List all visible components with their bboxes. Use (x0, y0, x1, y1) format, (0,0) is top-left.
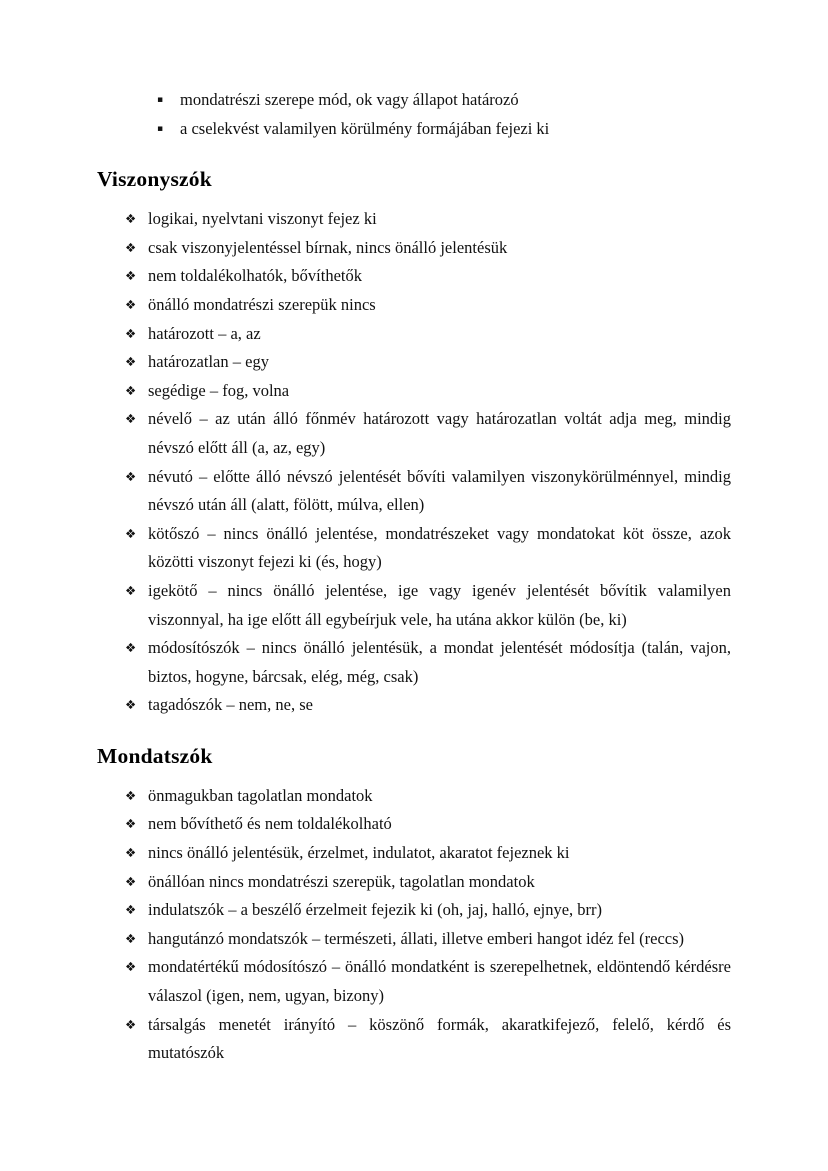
list-item-text: indulatszók – a beszélő érzelmeit fejezik ki (oh, jaj, halló, ejnye, brr) (148, 900, 603, 920)
list-item (125, 291, 731, 320)
diamond-bullet-icon: ❖ (125, 411, 137, 427)
list-item (125, 634, 731, 691)
mondatszok-bullet-list (125, 782, 731, 1068)
diamond-bullet-icon: ❖ (125, 873, 137, 889)
list-item (157, 115, 731, 144)
diamond-bullet-icon: ❖ (125, 640, 137, 656)
viszonyszok-bullet-list (125, 205, 731, 720)
list-item-text: nem toldalékolhatók, bővíthetők (148, 266, 363, 286)
list-item (125, 691, 731, 720)
list-item-text: önállóan nincs mondatrészi szerepük, tagolatlan mondatok (148, 871, 535, 891)
diamond-bullet-icon: ❖ (125, 211, 137, 227)
list-item-text: névutó – előtte álló névszó jelentését bővíti valamilyen viszonykörülménnyel, mindig névszó után áll (alatt, fölött, múlva, ellen) (148, 466, 731, 515)
diamond-bullet-icon: ❖ (125, 525, 137, 541)
diamond-bullet-icon: ❖ (125, 296, 137, 312)
list-item (125, 405, 731, 462)
diamond-bullet-icon: ❖ (125, 268, 137, 284)
list-item (125, 320, 731, 349)
list-item-text: határozott – a, az (148, 323, 261, 343)
list-item-text: csak viszonyjelentéssel bírnak, nincs önálló jelentésük (148, 237, 508, 257)
list-item (125, 896, 731, 925)
list-item (125, 810, 731, 839)
list-item-text: a cselekvést valamilyen körülmény formájában fejezi ki (180, 118, 550, 138)
section-viszonyszok (97, 164, 731, 720)
diamond-bullet-icon: ❖ (125, 697, 137, 713)
list-item-text: hangutánzó mondatszók – természeti, állati, illetve emberi hangot idéz fel (reccs) (148, 928, 685, 948)
list-item-text: segédige – fog, volna (148, 380, 290, 400)
list-item-text: nem bővíthető és nem toldalékolható (148, 814, 392, 834)
list-item (125, 868, 731, 897)
list-item (125, 577, 731, 634)
list-item (125, 234, 731, 263)
intro-bullet-list (157, 86, 731, 143)
list-item (125, 953, 731, 1010)
list-item-text: mondatértékű módosítószó – önálló mondatként is szerepelhetnek, eldöntendő kérdésre válaszol (igen, nem, ugyan, bizony) (148, 957, 731, 1006)
list-item-text: önmagukban tagolatlan mondatok (148, 785, 373, 805)
diamond-bullet-icon: ❖ (125, 354, 137, 370)
list-item-text: módosítószók – nincs önálló jelentésük, a mondat jelentését módosítja (talán, vajon, biztos, hogyne, bárcsak, elég, még, csak) (148, 638, 731, 686)
list-item (125, 463, 731, 520)
list-item (125, 520, 731, 577)
diamond-bullet-icon: ❖ (125, 902, 137, 918)
diamond-bullet-icon: ❖ (125, 845, 137, 861)
list-item (125, 262, 731, 291)
list-item (125, 205, 731, 234)
square-bullet-icon: ▪ (157, 95, 164, 105)
list-item (125, 348, 731, 377)
list-item-text: önálló mondatrészi szerepük nincs (148, 294, 376, 314)
diamond-bullet-icon: ❖ (125, 816, 137, 832)
diamond-bullet-icon: ❖ (125, 582, 137, 598)
diamond-bullet-icon: ❖ (125, 930, 137, 946)
list-item-text: kötőszó – nincs önálló jelentése, mondatrészeket vagy mondatokat köt össze, azok közötti viszonyt fejezi ki (és, hogy) (148, 523, 731, 572)
section-heading-viszonyszok: Viszonyszók (97, 167, 212, 192)
document-body (97, 86, 731, 1068)
section-mondatszok (97, 741, 731, 1068)
list-item (125, 839, 731, 868)
list-item-text: tagadószók – nem, ne, se (148, 695, 313, 715)
list-item (125, 377, 731, 406)
list-item (125, 782, 731, 811)
diamond-bullet-icon: ❖ (125, 468, 137, 484)
list-item-text: társalgás menetét irányító – köszönő formák, akaratkifejező, felelő, kérdő és mutatószók (148, 1014, 731, 1063)
list-item-text: névelő – az után álló főnmév határozott vagy határozatlan voltát adja meg, mindig névszó előtt áll (a, az, egy) (148, 409, 731, 457)
list-item (125, 1011, 731, 1068)
diamond-bullet-icon: ❖ (125, 1016, 137, 1032)
diamond-bullet-icon: ❖ (125, 239, 137, 255)
diamond-bullet-icon: ❖ (125, 382, 137, 398)
list-item-text: logikai, nyelvtani viszonyt fejez ki (148, 209, 377, 229)
section-heading-mondatszok: Mondatszók (97, 743, 213, 768)
list-item-text: határozatlan – egy (148, 352, 269, 372)
list-item (125, 925, 731, 954)
diamond-bullet-icon: ❖ (125, 959, 137, 975)
list-item-text: nincs önálló jelentésük, érzelmet, indulatot, akaratot fejeznek ki (148, 843, 570, 863)
diamond-bullet-icon: ❖ (125, 787, 137, 803)
list-item-text: igekötő – nincs önálló jelentése, ige vagy igenév jelentését bővítik valamilyen viszonnyal, ha ige előtt áll egybeírjuk vele, ha utána akkor külön (be, ki) (148, 580, 731, 629)
square-bullet-icon: ▪ (157, 123, 164, 134)
list-item (157, 86, 731, 115)
diamond-bullet-icon: ❖ (125, 325, 137, 341)
list-item-text: mondatrészi szerepe mód, ok vagy állapot határozó (180, 90, 519, 109)
